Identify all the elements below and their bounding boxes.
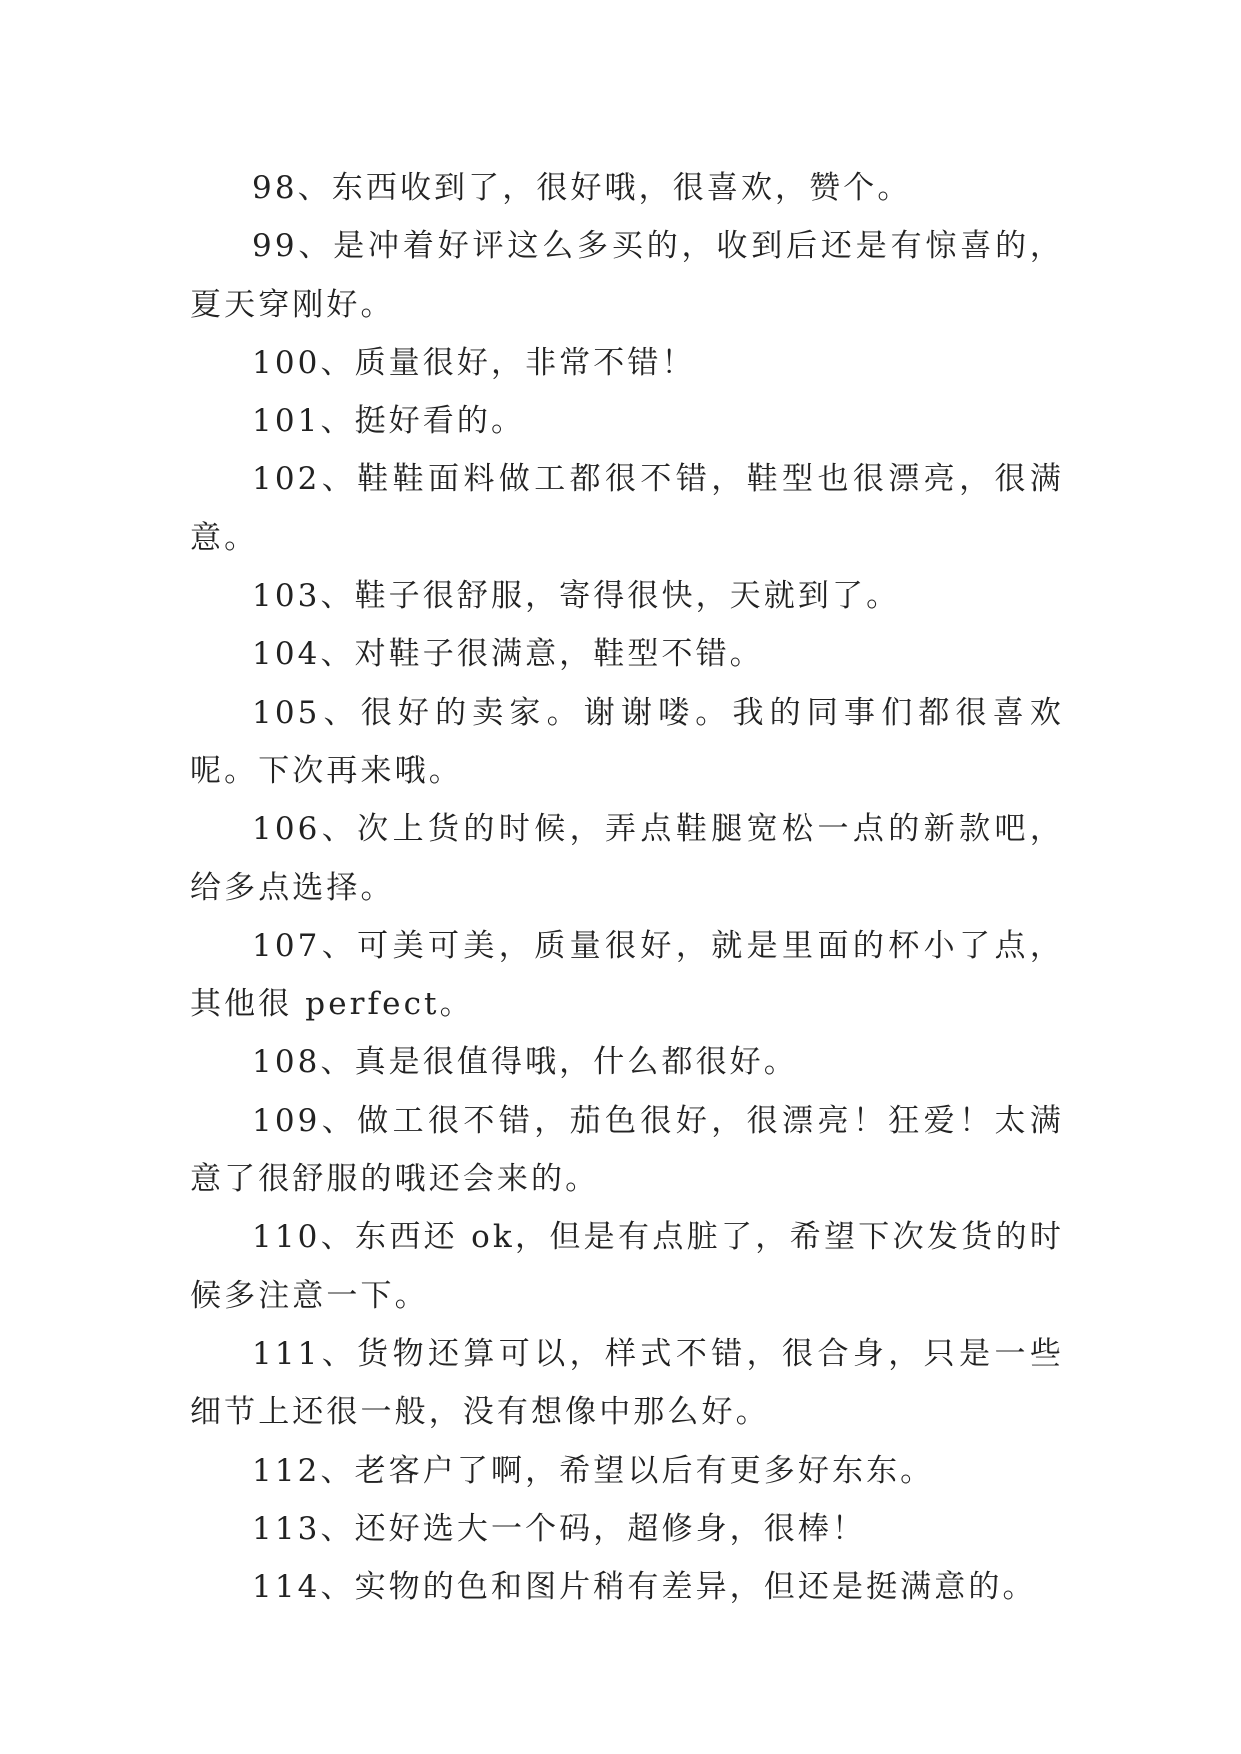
review-item-109: 109、做工很不错，茄色很好，很漂亮！狂爱！太满意了很舒服的哦还会来的。 (190, 1102, 1064, 1198)
review-item-98: 98、东西收到了，很好哦，很喜欢，赞个。 (252, 170, 912, 206)
review-item-113: 113、还好选大一个码，超修身，很棒！ (252, 1510, 867, 1547)
review-item-107: 107、可美可美，质量很好，就是里面的杯小了点，其他很 perfect。 (190, 927, 1064, 1023)
document-body (190, 159, 1064, 1616)
review-item-114: 114、实物的色和图片稍有差异，但还是挺满意的。 (252, 1569, 1037, 1606)
review-item-100: 100、质量很好，非常不错！ (252, 344, 696, 381)
review-item-101: 101、挺好看的。 (252, 403, 526, 440)
review-item-99: 99、是冲着好评这么多买的，收到后还是有惊喜的，夏天穿刚好。 (190, 228, 1064, 323)
review-item-110: 110、东西还 ok，但是有点脏了，希望下次发货的时候多注意一下。 (190, 1219, 1064, 1314)
review-item-103: 103、鞋子很舒服，寄得很快，天就到了。 (252, 578, 901, 615)
review-item-105: 105、很好的卖家。谢谢喽。我的同事们都很喜欢呢。下次再来哦。 (190, 694, 1064, 789)
review-item-112: 112、老客户了啊，希望以后有更多好东东。 (252, 1452, 935, 1489)
review-item-104: 104、对鞋子很满意，鞋型不错。 (252, 636, 764, 673)
review-item-111: 111、货物还算可以，样式不错，很合身，只是一些细节上还很一般，没有想像中那么好。 (190, 1335, 1064, 1431)
review-item-108: 108、真是很值得哦，什么都很好。 (252, 1044, 798, 1081)
review-item-102: 102、鞋鞋面料做工都很不错，鞋型也很漂亮，很满意。 (190, 461, 1064, 556)
review-item-106: 106、次上货的时候，弄点鞋腿宽松一点的新款吧，给多点选择。 (190, 811, 1064, 906)
